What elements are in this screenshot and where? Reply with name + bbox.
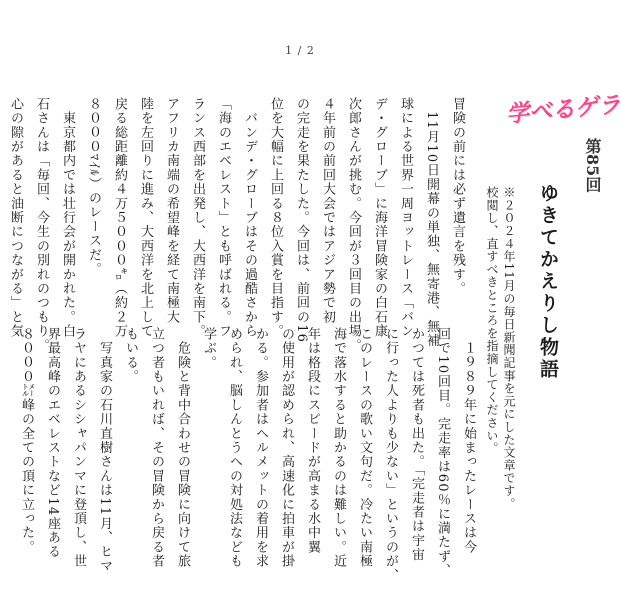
series-number: 第85回 <box>583 138 602 193</box>
page-number: 1 / 2 <box>285 44 315 57</box>
manabu-gera-logo <box>504 92 622 132</box>
article-block-lower: 冒険の前には必ず遺言を残す。 11月10日開幕の単独、無寄港、無補 球による世界一周ヨットレース「バン デ・グローブ」に海洋冒険家の白石康 次郎さんが挑む。今回が３回目の出場。 ４年前の前回大会ではアジア勢で初 の完走を果たした。今回は、前回の16 位を大幅に上回る８位入賞を目指す。 バンデ・グローブはその過酷さから 「海のエベレスト」とも呼ばれる。フ ランス西部を出発し、大西洋を南下。 アフリカ南端の希望峰を経て南極大 陸を左回りに進み、大西洋を北上して 戻る総距離約４万５０００㌔（約２万 ８０００ﾏｲﾙ）のレースだ。 東京都内では壮行会が開かれた。白 石さんは「毎回、今生の別れのつもり。 心の隙があると油断につながる」と気 <box>8 97 465 353</box>
article-block-upper: １９８９年に始まったレースは今 回で10回目。完走率は60％に満たず、 かつては死者も出た。「完走者は宇宙 に行った人よりも少ない」というのが、 このレースの歌い文句だ。冷たい南極 海で落水すると助かるのは難しい。近 年は格段にスピードが高まる水中翼 の使用が認められ、高速化に拍車が掛 かる。参加者はヘルメットの着用を求 められ、脳しんとうへの対処法なども 学ぶ。 危険と背中合わせの冒険に向けて旅 立つ者もいれば、その冒険から戻る者 もいる。 写真家の石川直樹さんは11月、ヒマ ラヤにあるシシャパンマに登頂し、世 界最高峰のエベレストなど14座ある ８０００㍍峰の全ての頂に立った。 <box>19 327 476 583</box>
note-line-2: 校閲し、直すべきところを指摘してください。 <box>485 186 499 455</box>
instructions-note <box>483 186 517 510</box>
note-line-1: ※２０２４年11月の毎日新聞記事を元にした文章です。 <box>502 186 516 511</box>
article-title: ゆきてかえりし物語 <box>537 183 559 381</box>
logo-text: 学べるゲラ <box>505 92 622 128</box>
